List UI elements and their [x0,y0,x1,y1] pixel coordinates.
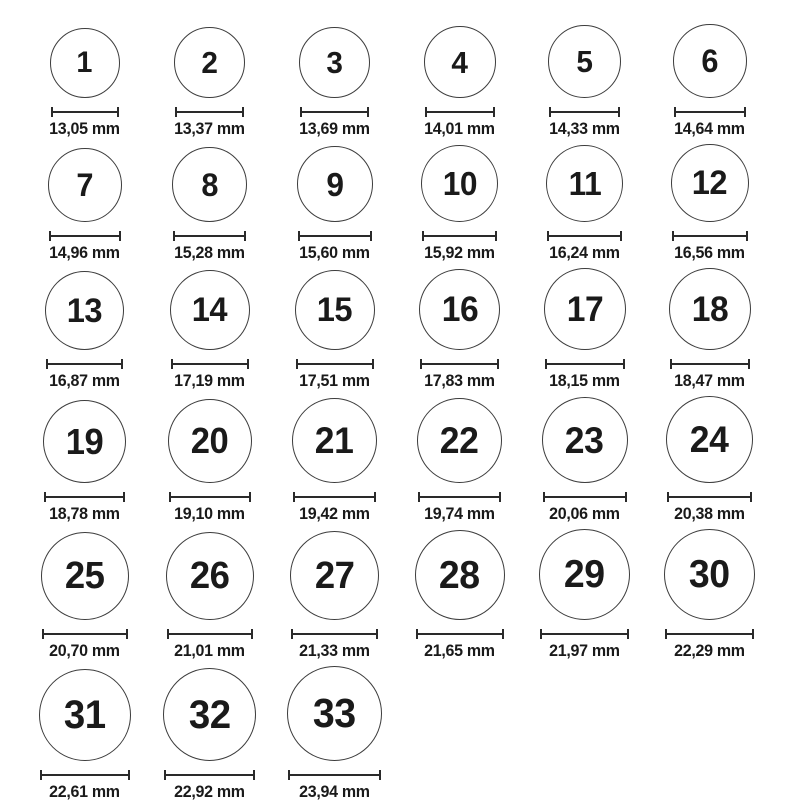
ring-size-number: 18 [691,289,728,329]
diameter-measure-line [300,107,369,117]
ring-item [272,398,397,524]
ring-item [397,398,522,524]
ring-circle [39,669,131,761]
ring-size-number: 13 [66,291,103,330]
diameter-measure-line [51,107,119,117]
ring-item [147,270,272,391]
ring-item [522,268,647,391]
ring-size-number: 9 [325,165,344,203]
diameter-measure-line [173,231,246,241]
ring-circle [417,398,502,483]
ring-size-number: 12 [691,164,728,202]
ring-circle [290,531,379,620]
ring-circle [548,25,621,98]
diameter-label: 17,83 mm [424,372,495,390]
diameter-label: 15,28 mm [174,244,245,262]
ring-item [22,532,147,661]
diameter-label: 14,33 mm [549,120,620,138]
ring-item [147,668,272,800]
ring-circle [539,529,630,620]
ring-size-number: 4 [451,44,468,80]
diameter-label: 19,10 mm [174,505,245,523]
diameter-measure-line [175,107,244,117]
diameter-label: 13,05 mm [49,120,120,138]
diameter-measure-line [674,107,746,117]
ring-item [522,145,647,263]
ring-circle [287,666,382,761]
ring-circle [45,271,124,350]
diameter-label: 16,87 mm [49,372,120,390]
ring-size-number: 14 [191,291,228,329]
diameter-measure-line [40,770,130,780]
ring-size-number: 31 [63,693,106,737]
ring-item [522,397,647,524]
diameter-label: 13,69 mm [299,120,370,138]
diameter-label: 21,97 mm [549,642,620,660]
ring-circle [48,148,122,222]
ring-circle [671,144,749,222]
diameter-label: 20,70 mm [49,642,120,660]
chart-row [22,396,800,524]
diameter-label: 17,19 mm [174,372,245,390]
ring-item [397,269,522,391]
ring-size-number: 26 [189,555,230,597]
ring-circle [41,532,129,620]
ring-circle [664,529,755,620]
ring-item [272,146,397,263]
ring-size-number: 11 [568,165,601,202]
ring-size-number: 17 [566,289,603,329]
ring-item [22,148,147,263]
diameter-label: 23,94 mm [299,783,370,800]
ring-circle [168,399,252,483]
diameter-label: 22,92 mm [174,783,245,800]
ring-item [22,669,147,800]
ring-circle [297,146,373,222]
diameter-measure-line [418,492,501,502]
ring-circle [669,268,751,350]
ring-circle [666,396,753,483]
diameter-label: 15,92 mm [424,244,495,262]
ring-size-number: 27 [314,554,355,597]
diameter-measure-line [296,359,374,369]
ring-size-number: 16 [441,290,478,329]
ring-size-number: 3 [326,45,343,80]
ring-circle [424,26,496,98]
ring-size-number: 30 [689,553,730,596]
ring-size-number: 20 [190,420,229,461]
ring-size-number: 22 [440,420,479,461]
diameter-label: 19,74 mm [424,505,495,523]
ring-item [397,145,522,263]
ring-size-number: 1 [76,46,93,79]
diameter-label: 16,24 mm [549,244,620,262]
ring-item [647,144,772,263]
ring-size-number: 28 [439,553,480,597]
chart-row [22,24,800,139]
diameter-label: 13,37 mm [174,120,245,138]
diameter-measure-line [540,629,629,639]
diameter-measure-line [42,629,128,639]
ring-item [147,532,272,661]
ring-item [522,25,647,139]
diameter-measure-line [171,359,249,369]
ring-size-number: 7 [76,167,93,203]
ring-size-number: 25 [64,555,105,597]
ring-size-number: 15 [316,291,353,329]
diameter-label: 16,56 mm [674,244,745,262]
ring-circle [542,397,628,483]
diameter-measure-line [670,359,750,369]
diameter-measure-line [672,231,748,241]
ring-size-number: 2 [201,45,218,80]
ring-size-number: 19 [65,420,104,462]
ring-circle [174,27,245,98]
diameter-label: 20,06 mm [549,505,620,523]
ring-size-number: 8 [201,166,218,203]
diameter-measure-line [547,231,622,241]
ring-circle [163,668,256,761]
ring-item [147,27,272,139]
diameter-label: 21,33 mm [299,642,370,660]
diameter-measure-line [420,359,499,369]
diameter-label: 14,01 mm [424,120,495,138]
ring-circle [415,530,505,620]
diameter-label: 18,47 mm [674,372,745,390]
diameter-label: 20,38 mm [674,505,745,523]
diameter-label: 22,29 mm [674,642,745,660]
diameter-label: 21,01 mm [174,642,245,660]
ring-item [272,531,397,661]
diameter-label: 21,65 mm [424,642,495,660]
ring-size-number: 6 [701,43,718,79]
diameter-measure-line [288,770,381,780]
diameter-label: 18,15 mm [549,372,620,390]
ring-item [647,268,772,391]
chart-row [22,666,800,800]
ring-item [22,400,147,524]
chart-row [22,529,800,661]
ring-circle [170,270,250,350]
diameter-measure-line [167,629,253,639]
diameter-measure-line [169,492,251,502]
ring-item [22,271,147,391]
diameter-measure-line [422,231,497,241]
ring-circle [292,398,377,483]
diameter-measure-line [543,492,627,502]
ring-size-number: 33 [313,690,356,736]
ring-circle [546,145,623,222]
ring-item [647,24,772,139]
ring-circle [673,24,747,98]
diameter-label: 18,78 mm [49,505,120,523]
diameter-measure-line [545,359,625,369]
ring-circle [172,147,247,222]
ring-circle [419,269,500,350]
diameter-label: 14,96 mm [49,244,120,262]
ring-circle [299,27,370,98]
diameter-measure-line [291,629,378,639]
ring-circle [544,268,626,350]
ring-item [397,26,522,139]
diameter-measure-line [416,629,504,639]
diameter-measure-line [665,629,754,639]
ring-item [147,147,272,263]
diameter-label: 22,61 mm [49,783,120,800]
ring-circle [421,145,498,222]
ring-circle [295,270,375,350]
diameter-measure-line [549,107,620,117]
diameter-measure-line [164,770,255,780]
ring-item [522,529,647,661]
ring-size-number: 29 [564,553,605,596]
diameter-measure-line [667,492,752,502]
diameter-measure-line [293,492,376,502]
ring-item [272,666,397,800]
ring-item [647,529,772,661]
ring-size-number: 21 [315,420,354,461]
diameter-label: 19,42 mm [299,505,370,523]
ring-item [397,530,522,661]
ring-item [147,399,272,524]
diameter-measure-line [425,107,495,117]
ring-item [272,27,397,139]
ring-item [647,396,772,524]
ring-size-number: 5 [576,44,593,79]
diameter-measure-line [49,231,121,241]
diameter-label: 14,64 mm [674,120,745,138]
ring-circle [166,532,254,620]
ring-size-number: 10 [442,165,477,202]
chart-row [22,144,800,263]
diameter-label: 15,60 mm [299,244,370,262]
ring-item [22,28,147,139]
ring-item [272,270,397,391]
ring-circle [43,400,126,483]
diameter-measure-line [44,492,125,502]
diameter-measure-line [298,231,372,241]
diameter-label: 17,51 mm [299,372,370,390]
chart-row [22,268,800,391]
ring-circle [50,28,120,98]
diameter-measure-line [46,359,123,369]
ring-size-number: 23 [565,419,604,461]
ring-size-number: 24 [690,419,729,460]
ring-size-number: 32 [188,692,231,737]
